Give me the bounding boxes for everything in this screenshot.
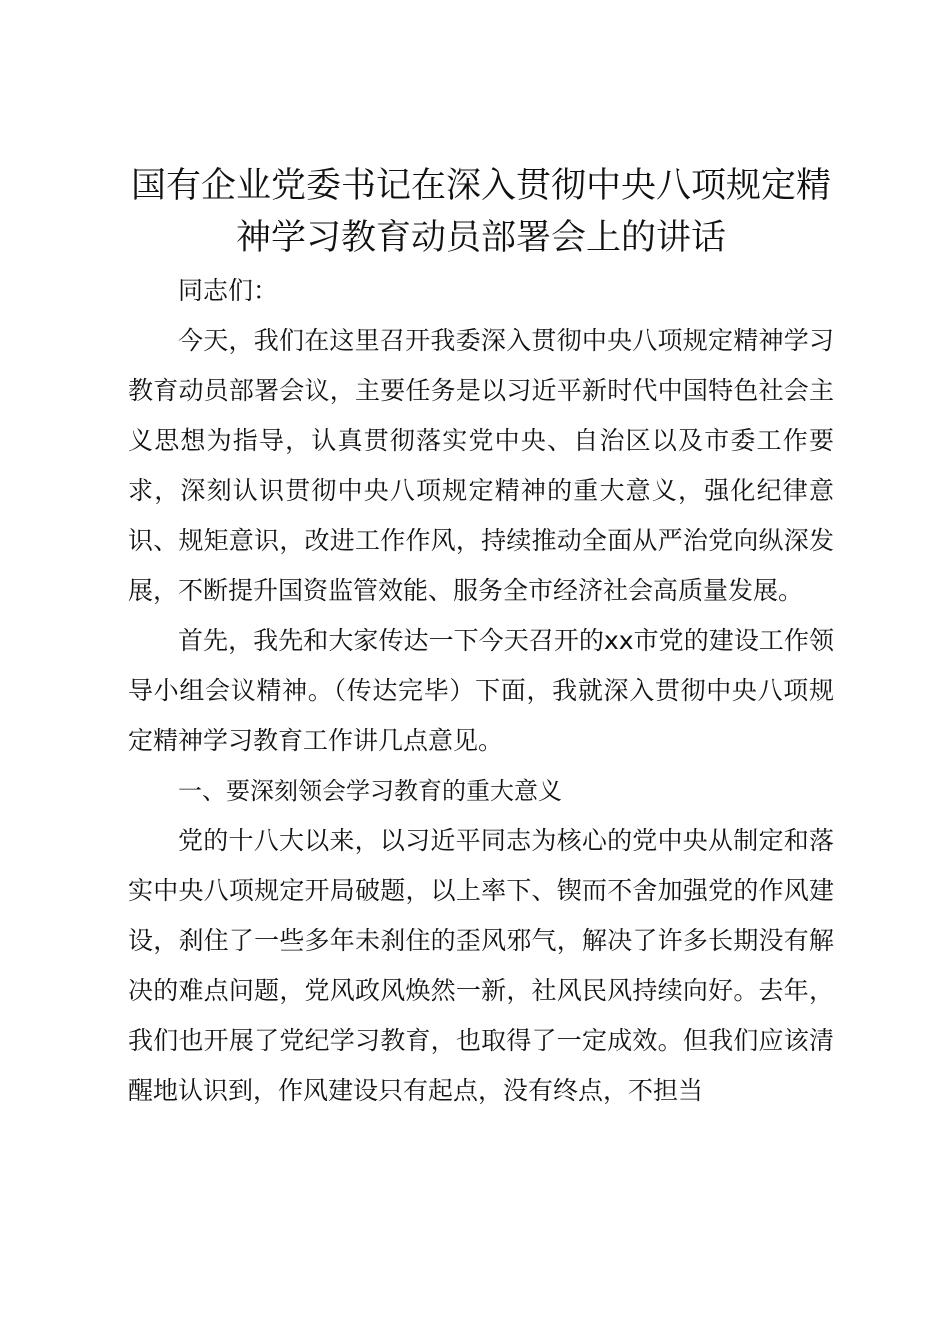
- document-title: 国有企业党委书记在深入贯彻中央八项规定精神学习教育动员部署会上的讲话: [130, 166, 831, 258]
- section-heading: 一、要深刻领会学习教育的重大意义: [178, 777, 562, 805]
- paragraph-intro: 今天，我们在这里召开我委深入贯彻中央八项规定精神学习教育动员部署会议，主要任务是以习近平新时代中国特色社会主义思想为指导，认真贯彻落实党中央、自治区以及市委工作要求，深刻认识贯彻中央八项规定精神的重大意义，强化纪律意识、规矩意识，改进工作作风，持续推动全面从严治党向纵深发展，不断提升国资监管效能、服务全市经济社会高质量发展。: [128, 326, 834, 605]
- section-paragraph: 党的十八大以来，以习近平同志为核心的党中央从制定和落实中央八项规定开局破题，以上率下、锲而不舍加强党的作风建设，刹住了一些多年未刹住的歪风邪气，解决了许多长期没有解决的难点问题，党风政风焕然一新，社风民风持续向好。去年，我们也开展了党纪学习教育，也取得了一定成效。但我们应该清醒地认识到，作风建设只有起点，没有终点，不担当: [128, 826, 834, 1105]
- salutation: 同志们：: [178, 276, 279, 305]
- document-page: [128, 160, 834, 1116]
- paragraph-first: 首先，我先和大家传达一下今天召开的xx市党的建设工作领导小组会议精神。（传达完毕）下面，我就深入贯彻中央八项规定精神学习教育工作讲几点意见。: [128, 626, 834, 755]
